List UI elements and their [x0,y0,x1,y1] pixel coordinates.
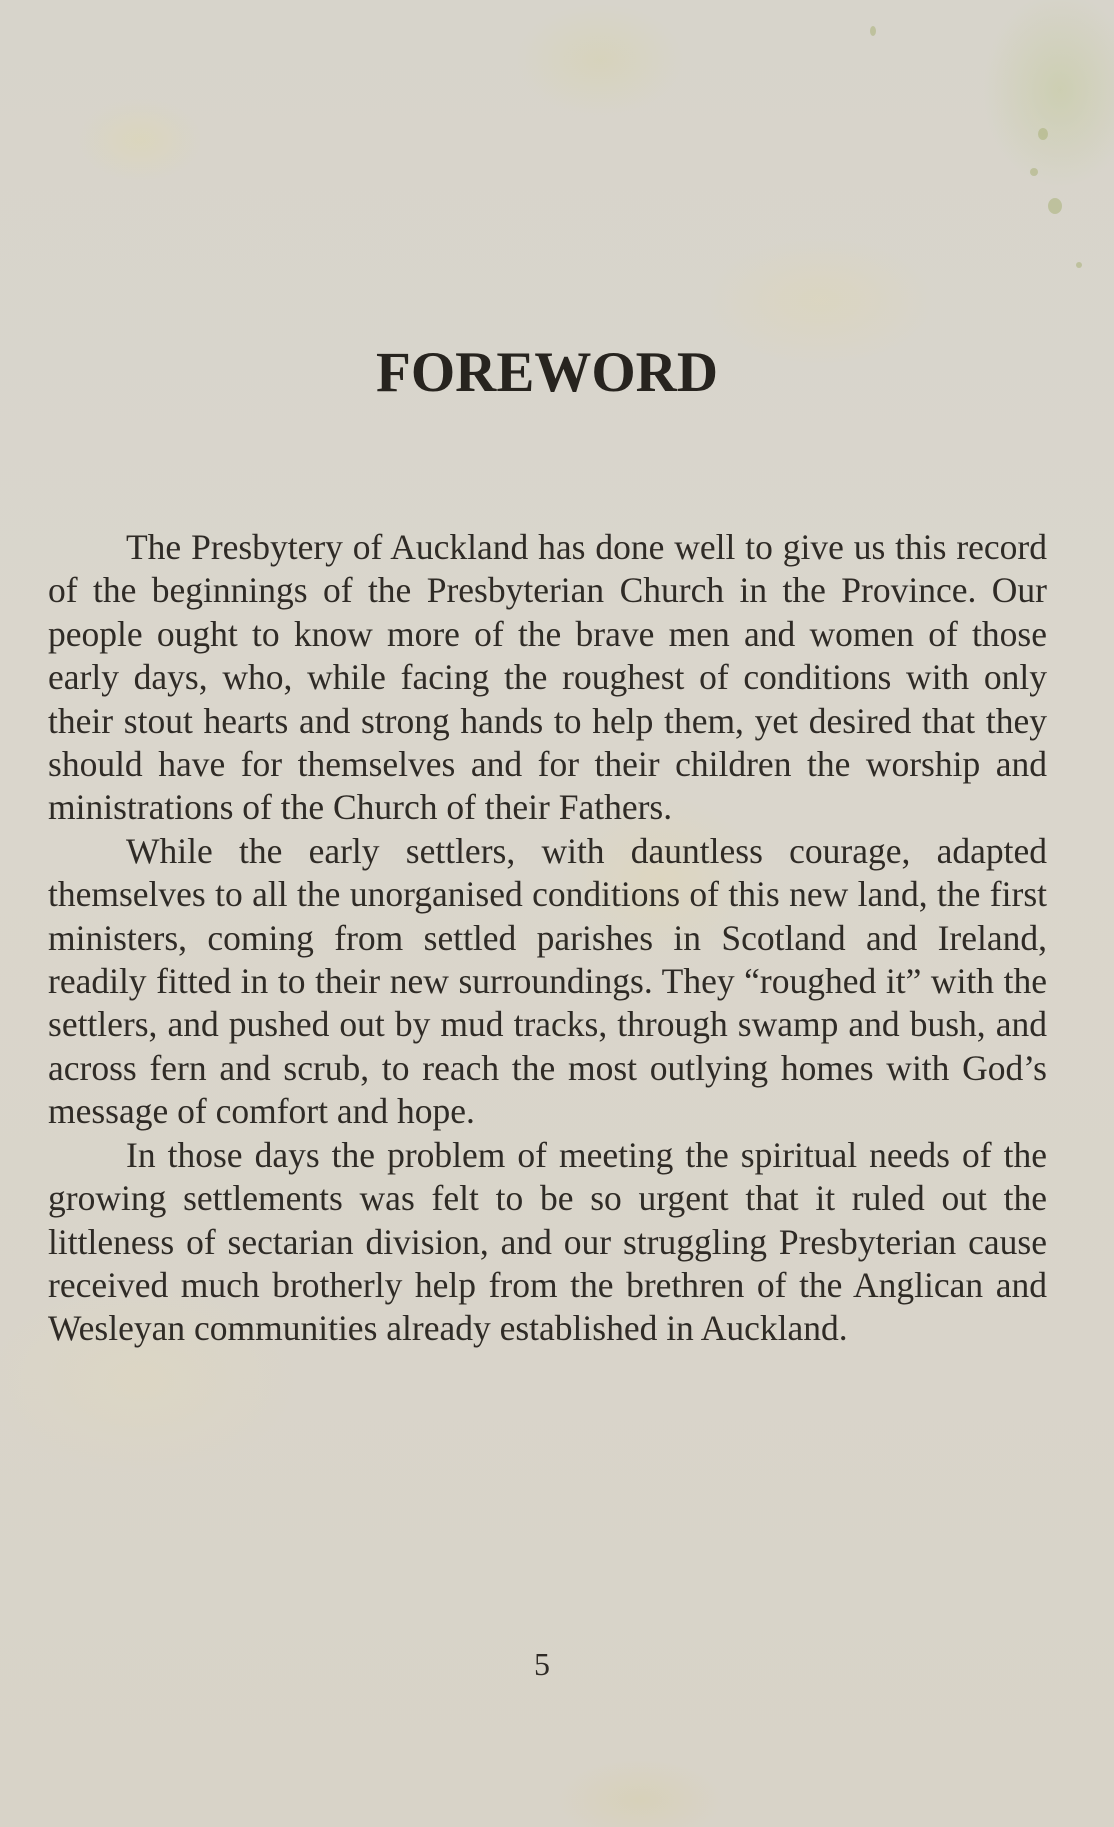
foxing-stain [1030,168,1038,176]
page-title: FOREWORD [376,341,718,404]
foxing-stain [1048,198,1062,214]
paragraph: While the early settlers, with dauntless courage, adapted themselves to all the unorganised conditions of this new land, the first ministers, coming from settled parishes in Scotland and Ireland, readily fitted in to their new surroundings. They “roughed it” with the settlers, and pushed out by mud tracks, through swamp and bush, and across fern and scrub, to reach the most outlying homes with God’s message of comfort and hope. [48,830,1047,1132]
paragraph: In those days the problem of meeting the spiritual needs of the growing settlements was felt to be so urgent that it ruled out the littleness of sectarian division, and our struggling Presbyterian cause received much brotherly help from the brethren of the Anglican and Wesleyan communities already established in Auckland. [48,1134,1047,1349]
foreword-body [48,526,1047,1351]
foxing-stain [1076,262,1082,268]
foxing-stain [870,26,876,36]
page-number: 5 [534,1646,550,1682]
paragraph: The Presbytery of Auckland has done well to give us this record of the beginnings of the Presbyterian Church in the Province. Our people ought to know more of the brave men and women of those early days, who, while facing the roughest of conditions with only their stout hearts and strong hands to help them, yet desired that they should have for themselves and for their children the worship and ministrations of the Church of their Fathers. [48,527,1047,828]
foxing-stain [1038,128,1048,140]
